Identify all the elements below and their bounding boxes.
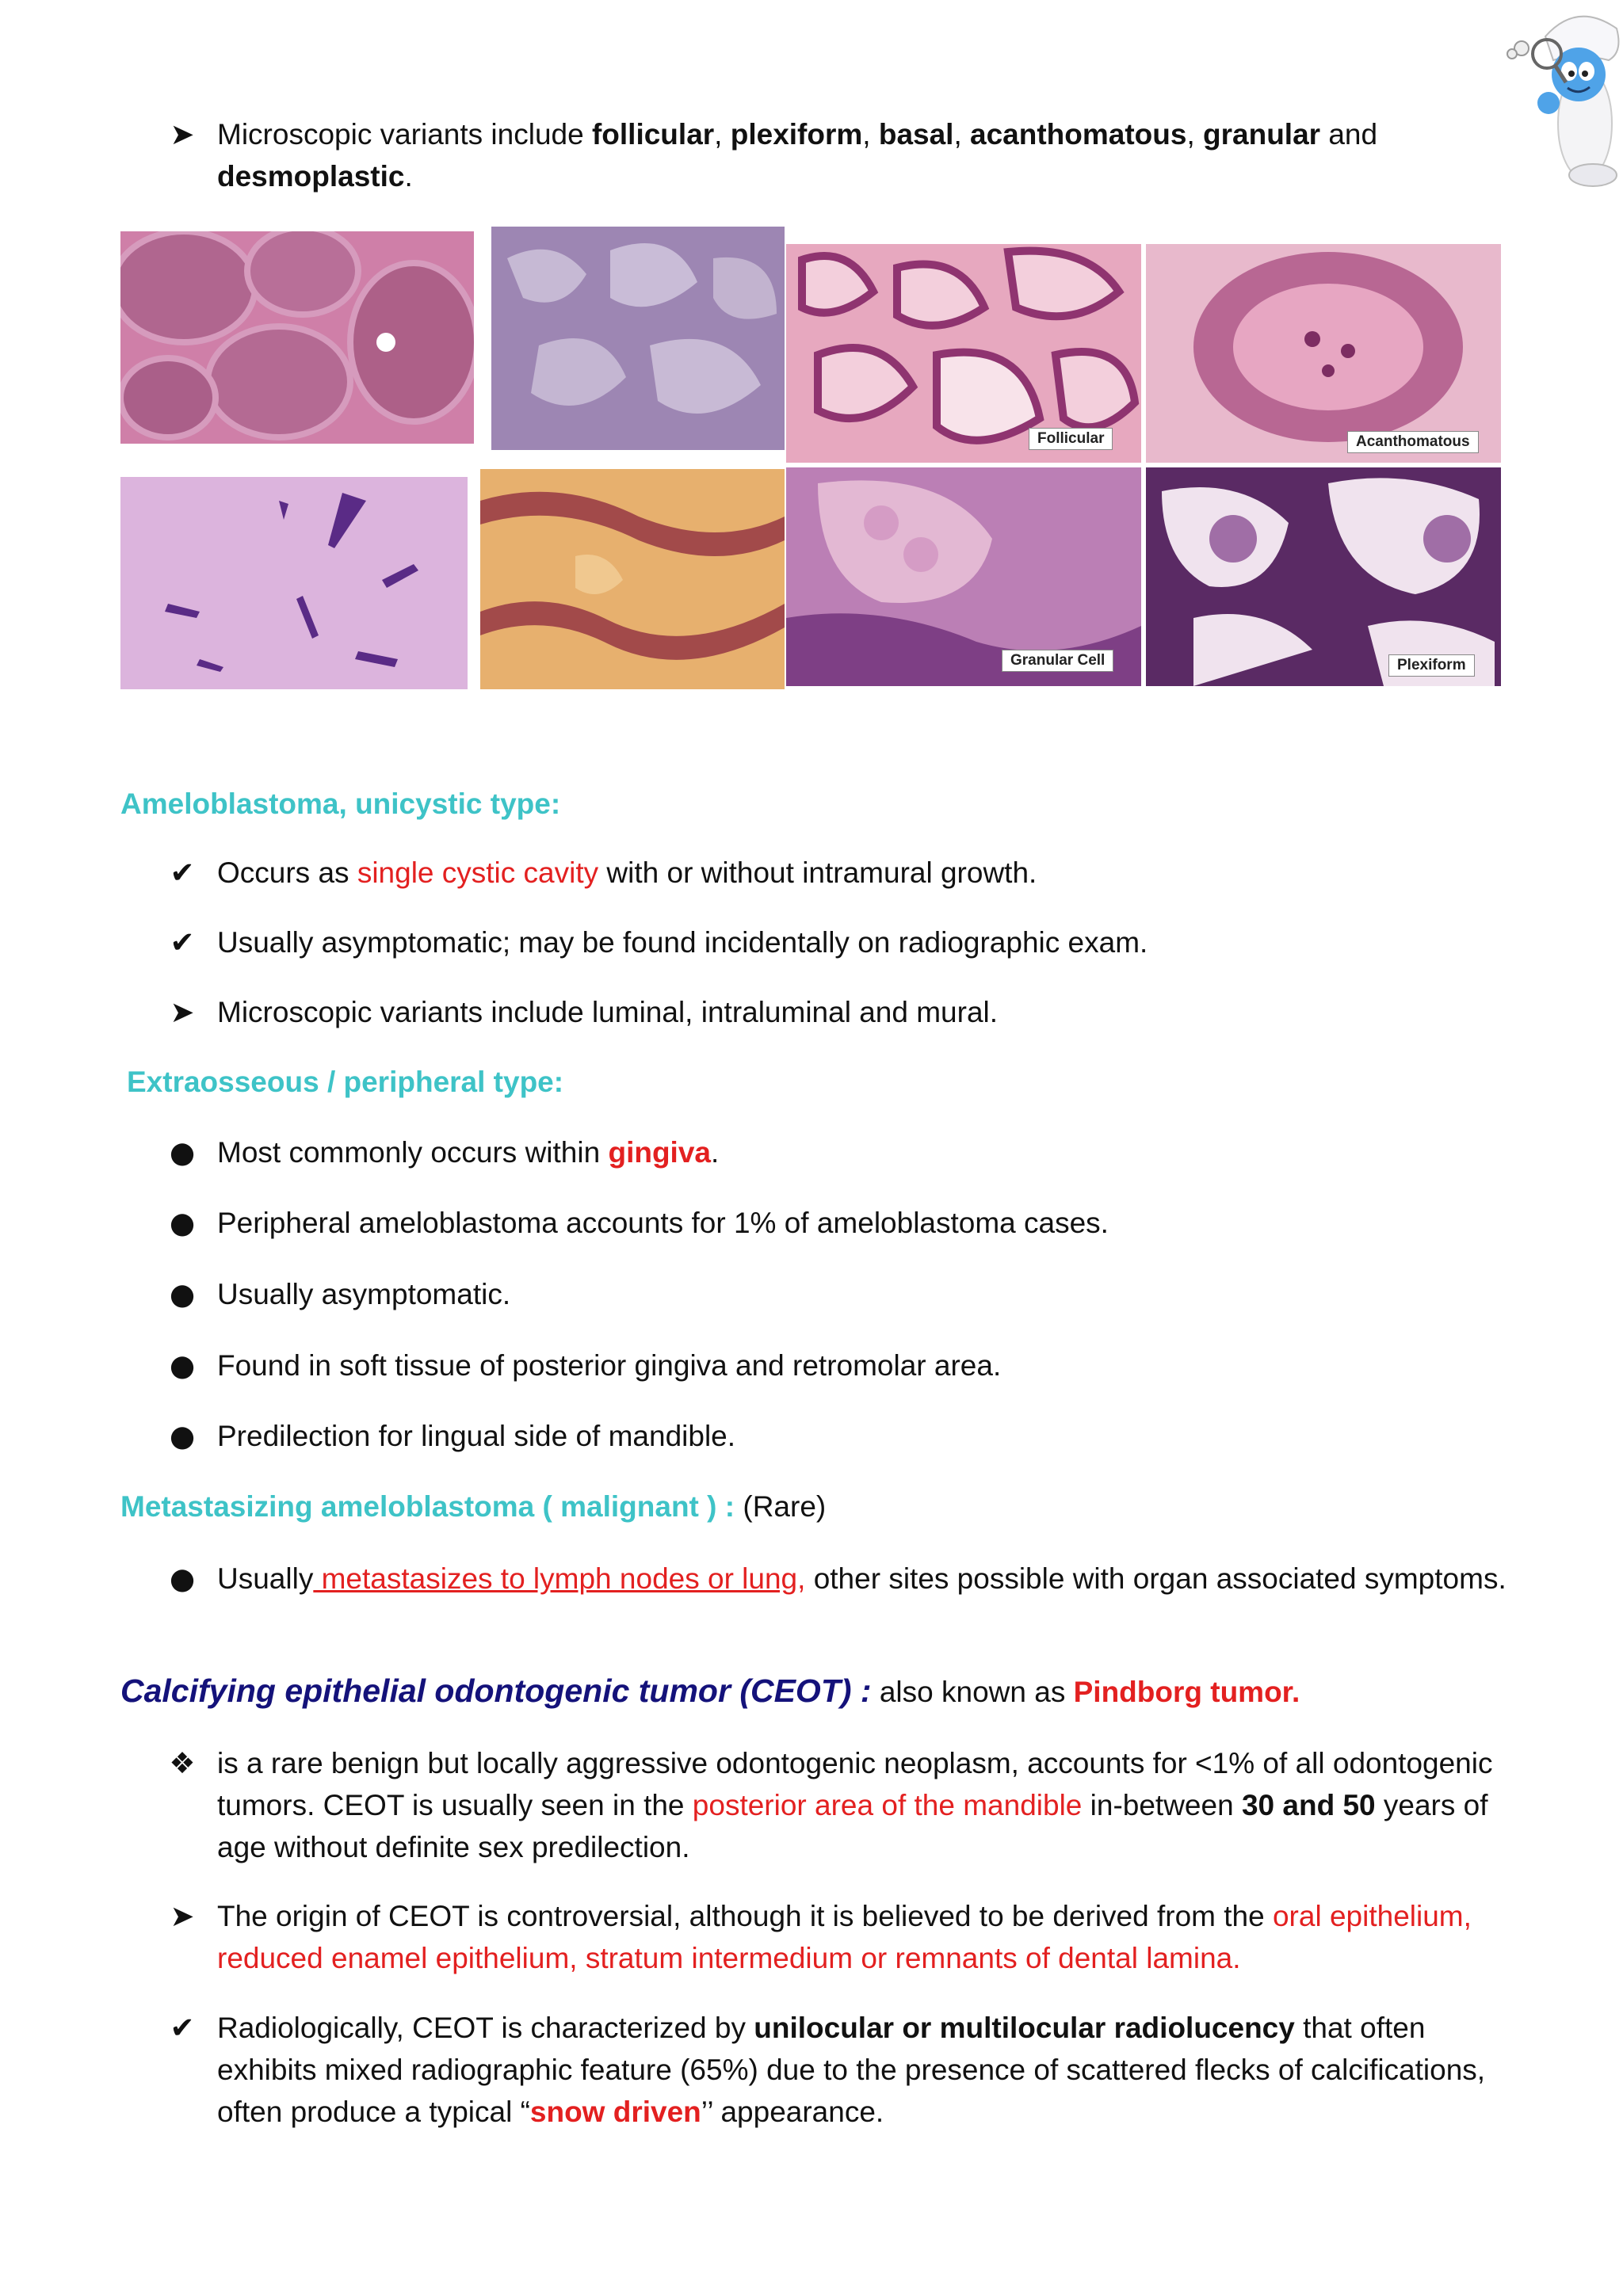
heading-unicystic: Ameloblastoma, unicystic type: — [120, 788, 561, 820]
dot-bullet-icon: ● — [169, 1419, 196, 1453]
histology-image-6 — [480, 469, 785, 689]
dot-bullet-icon: ● — [169, 1562, 196, 1596]
dot-bullet-icon: ● — [169, 1206, 196, 1240]
peripheral-point-5: Predilection for lingual side of mandible. — [217, 1420, 736, 1452]
peripheral-point-1: Most commonly occurs within gingiva. — [217, 1136, 720, 1169]
label-granular-cell: Granular Cell — [1002, 650, 1113, 672]
intro-paragraph: Microscopic variants include follicular, plexiform, basal, acanthomatous, granular and desmoplastic. — [217, 118, 1378, 193]
arrowhead-bullet-icon: ➤ — [170, 995, 195, 1029]
histology-image-5 — [120, 477, 468, 689]
unicystic-point-1: Occurs as single cystic cavity with or without intramural growth. — [217, 856, 1037, 889]
metastasizing-point-1: Usually metastasizes to lymph nodes or lung, other sites possible with organ associated symptoms. — [217, 1562, 1507, 1595]
dot-bullet-icon: ● — [169, 1348, 196, 1383]
unicystic-point-2: Usually asymptomatic; may be found incidentally on radiographic exam. — [217, 926, 1148, 959]
histology-image-2 — [491, 227, 785, 450]
histology-image-1 — [120, 231, 474, 444]
histology-image-follicular — [786, 244, 1141, 463]
peripheral-point-3: Usually asymptomatic. — [217, 1278, 511, 1310]
diamond-bullet-icon: ❖ — [169, 1746, 196, 1780]
unicystic-point-3: Microscopic variants include luminal, intraluminal and mural. — [217, 996, 999, 1028]
heading-metastasizing: Metastasizing ameloblastoma ( malignant ) : (Rare) — [120, 1490, 827, 1523]
arrowhead-bullet-icon: ➤ — [170, 1899, 195, 1933]
dot-bullet-icon: ● — [169, 1135, 196, 1169]
histology-image-granular-cell — [786, 467, 1141, 686]
peripheral-point-2: Peripheral ameloblastoma accounts for 1% of ameloblastoma cases. — [217, 1207, 1109, 1239]
ceot-point-1: is a rare benign but locally aggressive odontogenic neoplasm, accounts for <1% of all odontogenic tumors. CEOT is usually seen in the posterior area of the mandible in-between 30 and 50 years of age without definite sex predilection. — [217, 1747, 1493, 1863]
checkmark-bullet-icon: ✔ — [170, 925, 195, 959]
label-plexiform: Plexiform — [1388, 654, 1475, 677]
peripheral-point-4: Found in soft tissue of posterior gingiva and retromolar area. — [217, 1349, 1002, 1382]
ceot-title-line: Calcifying epithelial odontogenic tumor (CEOT) : also known as Pindborg tumor. — [120, 1672, 1300, 1709]
smurf-mascot-icon — [1490, 5, 1623, 195]
label-follicular: Follicular — [1029, 428, 1113, 450]
checkmark-bullet-icon: ✔ — [170, 856, 195, 890]
label-acanthomatous: Acanthomatous — [1347, 431, 1479, 453]
arrowhead-bullet-icon: ➤ — [170, 117, 195, 151]
checkmark-bullet-icon: ✔ — [170, 2011, 195, 2045]
histology-image-acanthomatous — [1146, 244, 1501, 463]
heading-peripheral: Extraosseous / peripheral type: — [127, 1066, 564, 1098]
ceot-point-2: The origin of CEOT is controversial, although it is believed to be derived from the oral epithelium, reduced enamel epithelium, stratum intermedium or remnants of dental lamina. — [217, 1900, 1472, 1974]
ceot-point-3: Radiologically, CEOT is characterized by unilocular or multilocular radiolucency that often exhibits mixed radiographic feature (65%) due to the presence of scattered flecks of calcifications, often produce a typical “snow driven’’ appearance. — [217, 2012, 1486, 2128]
histology-image-plexiform — [1146, 467, 1501, 686]
dot-bullet-icon: ● — [169, 1277, 196, 1311]
